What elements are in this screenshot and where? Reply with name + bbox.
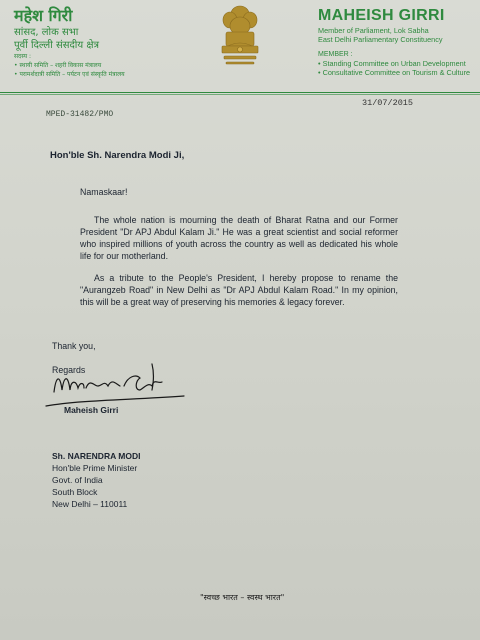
reference-number: MPED-31482/PMO (46, 110, 114, 119)
header-rule (0, 92, 480, 93)
english-letterhead (318, 6, 480, 77)
header-rule (0, 94, 480, 95)
signatory-name: Maheish Girri (64, 405, 119, 415)
hindi-member-item: • स्थायी समिति – शहरी विकास मंत्रालय (14, 62, 102, 69)
hindi-letterhead (14, 6, 184, 79)
greeting: Namaskaar! (80, 187, 128, 197)
english-name: MAHEISH GIRRI (318, 7, 445, 24)
salutation: Hon'ble Sh. Narendra Modi Ji, (50, 150, 185, 161)
recipient-line: New Delhi – 110011 (52, 499, 128, 509)
closing: Thank you, (52, 341, 96, 351)
english-member-item: • Standing Committee on Urban Development (318, 59, 466, 68)
paragraph: The whole nation is mourning the death of Bharat Ratna and our Former President "Dr APJ Abdul Kalam Ji." He was a great scientist and social reformer who inspired millions of youth across the country as well as dedicated his whole life for our motherland. (80, 215, 398, 261)
hindi-member-item: • परामर्शदात्री समिति – पर्यटन एवं संस्कृति मंत्रालय (14, 71, 125, 78)
recipient-line: Hon'ble Prime Minister (52, 463, 138, 473)
recipient-line: Govt. of India (52, 475, 103, 485)
hindi-constituency: पूर्वी दिल्ली संसदीय क्षेत्र (14, 40, 100, 51)
english-title: Member of Parliament, Lok Sabha (318, 26, 429, 35)
recipient-address (52, 450, 140, 510)
paragraph: As a tribute to the People's President, I hereby propose to rename the "Aurangzeb Road" in New Delhi as "Dr APJ Abdul Kalam Road." In my opinion, this will be a great way of preserving his memories & legacy forever. (80, 273, 398, 307)
english-member-label: MEMBER : (318, 51, 353, 58)
footer-slogan: "स्वच्छ भारत – स्वस्थ भारत" (200, 593, 285, 602)
letter-date: 31/07/2015 (362, 98, 414, 108)
regards: Regards (52, 365, 86, 375)
recipient-name: Sh. NARENDRA MODI (52, 451, 141, 461)
recipient-line: South Block (52, 487, 98, 497)
hindi-member-label: सदस्य : (14, 53, 31, 60)
national-emblem-icon (216, 2, 264, 72)
hindi-name: महेश गिरी (14, 6, 73, 25)
english-constituency: East Delhi Parliamentary Constituency (318, 35, 443, 44)
english-member-item: • Consultative Committee on Tourism & Culture (318, 68, 471, 77)
hindi-title: सांसद, लोक सभा (14, 27, 79, 38)
